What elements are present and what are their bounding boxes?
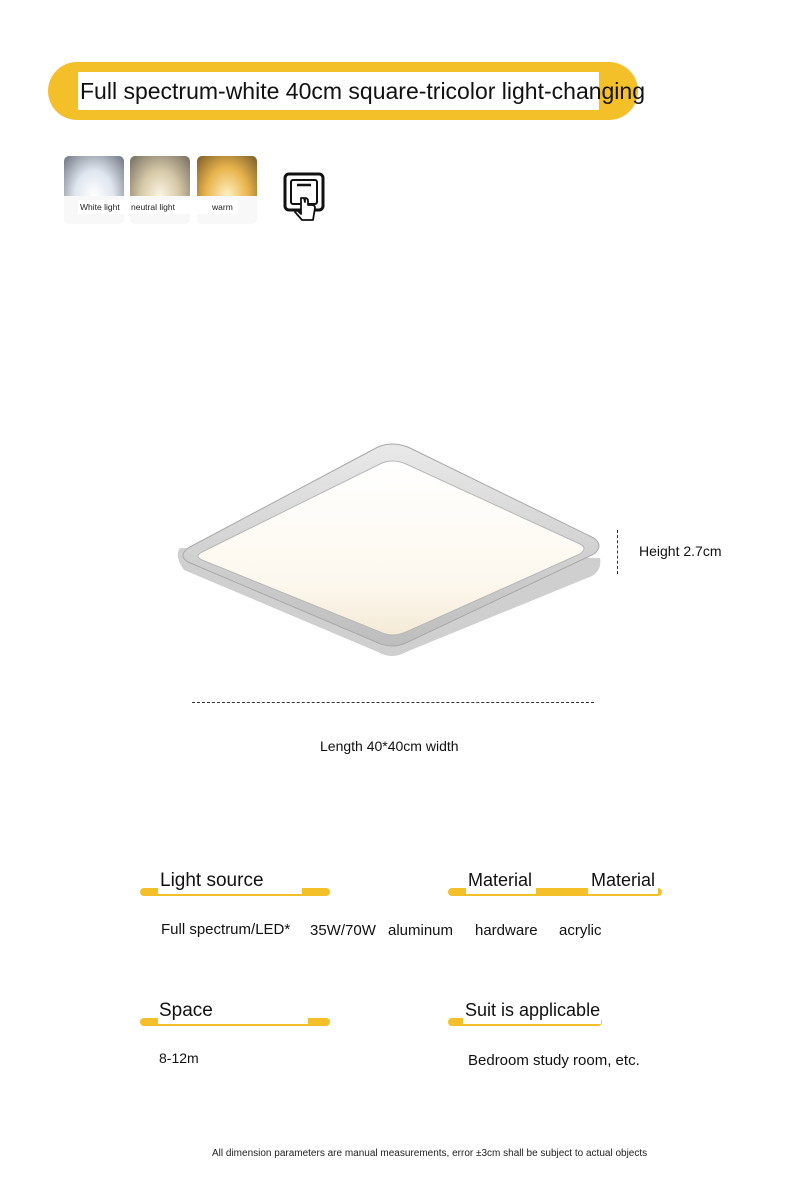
light-source-value: Full spectrum/LED*: [161, 921, 291, 938]
space-header: Space: [159, 1000, 213, 1021]
page-title: Full spectrum-white 40cm square-tricolor light-changing: [80, 78, 646, 104]
height-dimension-label: Height 2.7cm: [639, 543, 722, 559]
wall-switch-icon: [283, 172, 327, 222]
space-value: 8-12m: [159, 1050, 199, 1066]
material-value-aluminum: aluminum: [388, 922, 454, 939]
length-dimension-label: Length 40*40cm width: [320, 738, 459, 754]
height-dimension-line: [617, 530, 618, 574]
white-light-label: White light: [80, 202, 120, 212]
material-value-acrylic: acrylic: [559, 922, 602, 939]
neutral-light-label: neutral light: [131, 202, 175, 212]
suitable-header: Suit is applicable: [465, 1000, 601, 1020]
measurement-footnote: All dimension parameters are manual measurements, error ±3cm shall be subject to actual objects: [212, 1148, 648, 1159]
material-value-hardware: hardware: [475, 922, 538, 939]
power-value: 35W/70W: [310, 922, 376, 939]
light-source-header: Light source: [160, 870, 264, 891]
length-dimension-line: [192, 702, 594, 703]
suitable-value: Bedroom study room, etc.: [468, 1052, 640, 1069]
ceiling-light-product-image: [170, 430, 610, 660]
material-header-1: Material: [468, 870, 533, 890]
swatch-labels: [78, 200, 238, 214]
material-header-2: Material: [591, 870, 656, 890]
warm-light-label: warm: [212, 202, 233, 212]
